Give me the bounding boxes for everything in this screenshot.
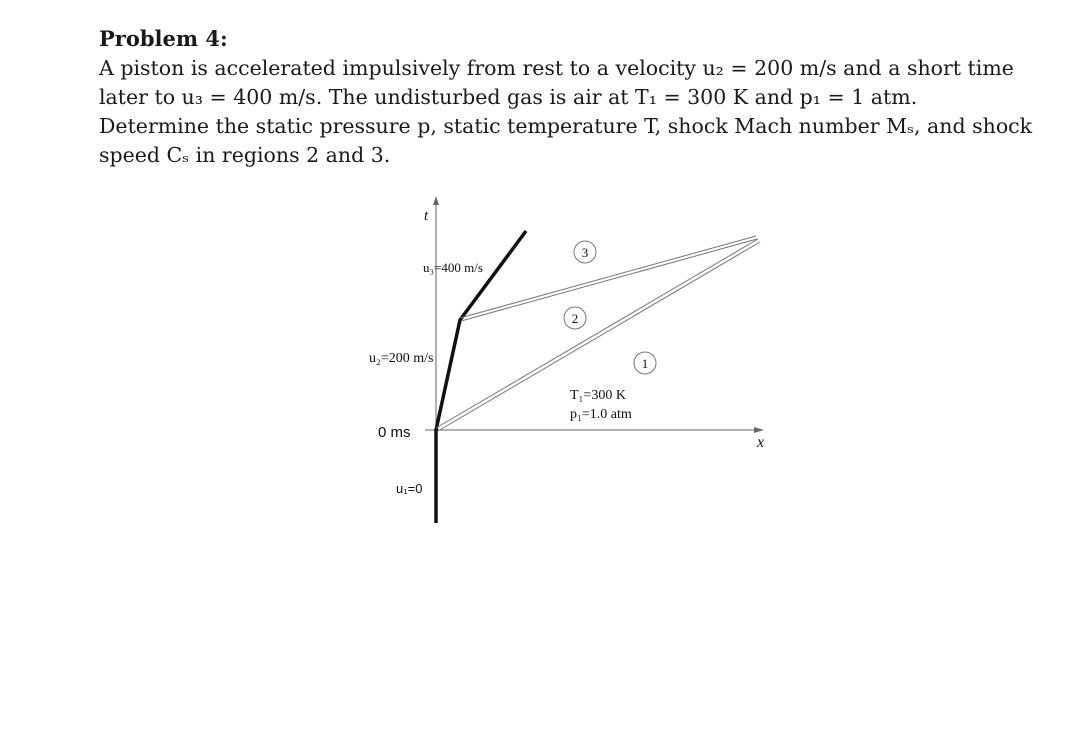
time-zero-label: 0 ms — [378, 424, 411, 441]
t1-label: T₁=300 K — [570, 388, 626, 403]
x-axis-label: x — [757, 434, 765, 451]
region-2-label: 2 — [571, 311, 579, 326]
region-2-marker — [564, 307, 586, 329]
problem-line-4: speed Cₛ in regions 2 and 3. — [99, 143, 391, 167]
problem-line-1: A piston is accelerated impulsively from rest to a velocity u₂ = 200 m/s and a short time — [99, 56, 1014, 80]
p1-label: p₁=1.0 atm — [570, 407, 632, 422]
shock-wave-2 — [460, 236, 757, 321]
region-3-marker — [574, 241, 596, 263]
u3-label: u₃=400 m/s — [423, 260, 483, 275]
t-axis-label: t — [424, 208, 429, 224]
x-axis-arrow — [754, 427, 764, 433]
problem-line-3: Determine the static pressure p, static temperature T, shock Mach number Mₛ, and shock — [99, 114, 1033, 138]
u2-label: u₂=200 m/s — [369, 351, 434, 366]
region-1-label: 1 — [641, 356, 649, 371]
problem-title: Problem 4: — [99, 26, 228, 51]
region-1-marker — [634, 352, 656, 374]
problem-line-2: later to u₃ = 400 m/s. The undisturbed gas is air at T₁ = 300 K and p₁ = 1 atm. — [99, 85, 918, 109]
t-axis-arrow — [433, 196, 439, 205]
region-3-label: 3 — [581, 245, 589, 260]
u1-label: u₁=0 — [396, 481, 423, 496]
